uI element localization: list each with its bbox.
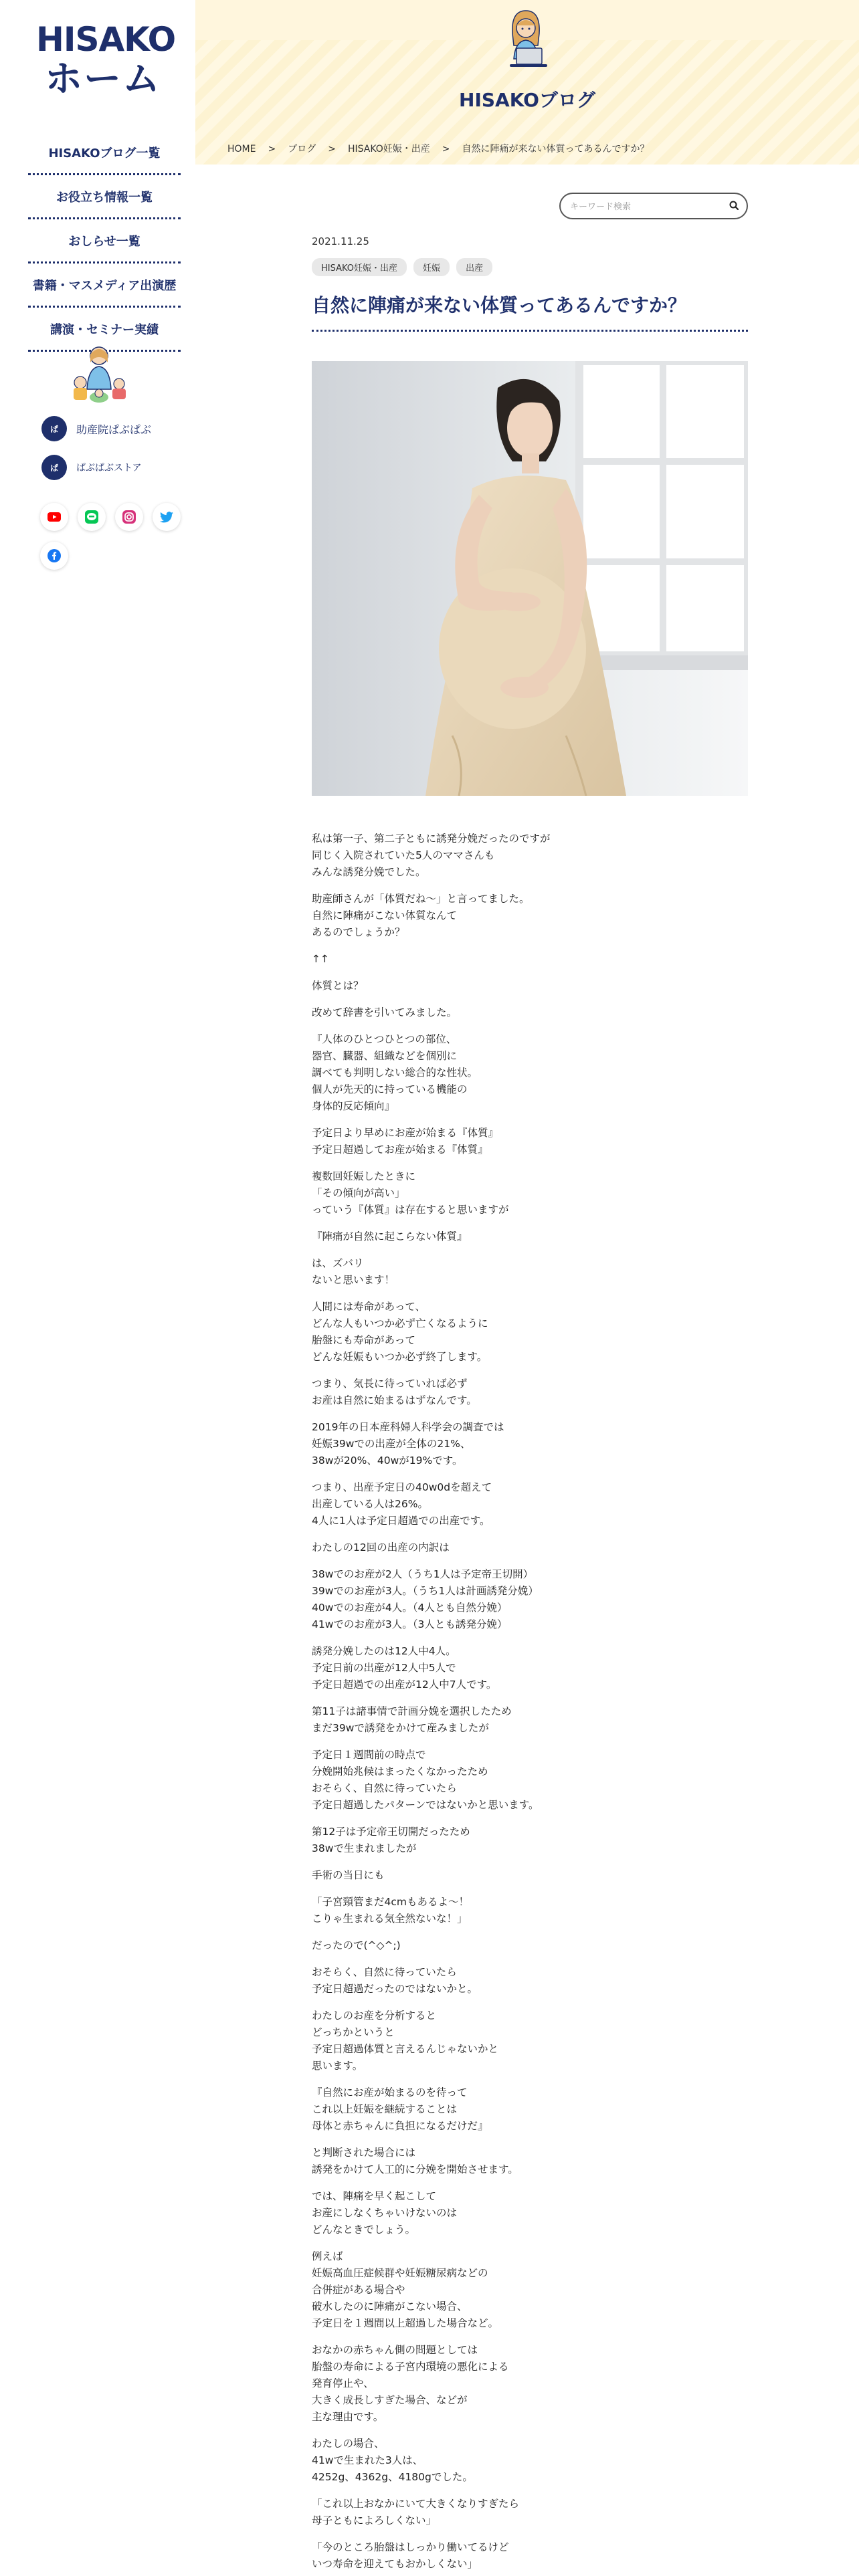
post-paragraph: 私は第一子、第二子ともに誘発分娩だったのですが 同じく入院されていた5人のママさんも みんな誘発分娩でした。 [312,833,551,878]
search-icon[interactable] [729,200,739,213]
josanin-link[interactable] [41,416,151,441]
post-paragraph: 『自然にお産が始まるのを待って これ以上妊娠を継続することは 母体と赤ちゃんに負担になるだけだ』 [312,2086,488,2132]
post-paragraph: 2019年の日本産科婦人科学会の調査では 妊娠39wでの出産が全体の21%、 38wが20%、40wが19%です。 [312,1421,504,1467]
post-paragraph: 予定日１週間前の時点で 分娩開始兆候はまったくなかったため おそらく、自然に待っていたら 予定日超過したパターンではないかと思います。 [312,1749,539,1811]
post-paragraph: 予定日より早めにお産が始まる『体質』 予定日超過してお産が始まる『体質』 [312,1127,499,1156]
sidebar-item-news[interactable]: おしらせ一覧 [28,219,181,263]
post-paragraph: つまり、気長に待っていれば必ず お産は自然に始まるはずなんです。 [312,1378,477,1406]
sidebar-item-blog-list[interactable]: HISAKOブログ一覧 [28,131,181,175]
post-paragraph: と判断された場合には 誘発をかけて人工的に分娩を開始させます。 [312,2147,518,2175]
josanin-link-label: 助産院ぱぶぱぶ [76,423,152,436]
post-paragraph: 『陣痛が自然に起こらない体質』 [312,1230,468,1243]
post-paragraph: 第12子は予定帝王切開だったため 38wで生まれましたが [312,1826,470,1854]
family-illustration-icon [66,342,132,407]
hero-image [312,361,748,796]
sidebar-item-useful-info[interactable]: お役立ち情報一覧 [28,175,181,219]
breadcrumb-separator: > [442,144,450,154]
sidebar-item-seminars[interactable]: 講演・セミナー実績 [28,308,181,352]
youtube-icon[interactable] [40,503,68,531]
post-date: 2021.11.25 [312,235,369,247]
post-paragraph: わたしの12回の出産の内訳は [312,1541,450,1553]
store-link[interactable] [41,455,142,480]
store-logo-icon: ぱ [41,455,67,480]
post-paragraph: 『人体のひとつひとつの部位、 器官、臓器、組織などを個別に 調べても判明しない総合的な性状。 個人が先天的に持っている機能の 身体的反応傾向』 [312,1033,478,1112]
author-illustration-icon [498,7,554,71]
post-paragraph: だったので(^◇^;) [312,1939,401,1951]
line-icon[interactable] [78,503,106,531]
post-title: 自然に陣痛が来ない体質ってあるんですか？ [312,294,748,332]
post-paragraph: 人間には寿命があって、 どんな人もいつか必ず亡くなるように 胎盤にも寿命があって どんな妊娠もいつか必ず終了します。 [312,1301,488,1363]
post-paragraph: 38wでのお産が2人（うち1人は予定帝王切開） 39wでのお産が3人。（うち1人は計画誘発分娩） 40wでのお産が4人。（4人とも自然分娩） 41wでのお産が3人。（3人とも誘発分娩） [312,1568,539,1630]
logo-line-1: HISAKO [36,20,176,59]
post-paragraph: おそらく、自然に待っていたら 予定日超過だったのではないかと。 [312,1966,478,1995]
breadcrumb-home[interactable]: HOME [227,144,256,154]
breadcrumb-separator: > [268,144,276,154]
post-paragraph: では、陣痛を早く起こして お産にしなくちゃいけないのは どんなときでしょう。 [312,2190,458,2236]
instagram-icon[interactable] [115,503,143,531]
post-paragraph: 誘発分娩したのは12人中4人。 予定日前の出産が12人中5人で 予定日超過での出産が12人中7人です。 [312,1645,497,1691]
post-paragraph: わたしの場合、 41wで生まれた3人は、 4252g、4362g、4180gでした。 [312,2438,473,2483]
page-title: HISAKOブログ [459,89,595,111]
twitter-icon[interactable] [153,503,181,531]
site-logo[interactable] [36,20,176,101]
post-paragraph: おなかの赤ちゃん側の問題としては 胎盤の寿命による子宮内環境の悪化による 発育停止や、 大きく成長しすぎた場合、などが 主な理由です。 [312,2344,509,2423]
post-paragraph: 「子宮頸管まだ4cmもあるよ〜！ こりゃ生まれる気全然ないな！」 [312,1896,469,1925]
post-paragraph: 「これ以上おなかにいて大きくなりすぎたら 母子ともによろしくない」 [312,2498,520,2527]
post-paragraph: 手術の当日にも [312,1869,385,1881]
logo-line-2: ホーム [45,58,161,101]
breadcrumb [227,142,650,155]
social-links [40,503,194,580]
breadcrumb-current: 自然に陣痛が来ない体質ってあるんですか？ [462,144,650,154]
article [312,234,748,2576]
post-paragraph: 改めて辞書を引いてみました。 [312,1006,458,1018]
store-link-label: ぱぶぱぶストア [76,463,142,473]
post-paragraph: 助産師さんが「体質だね〜」と言ってました。 自然に陣痛がこない体質なんて あるのでしょうか？ [312,893,530,938]
post-paragraph: 「今のところ胎盤はしっかり働いてるけど いつ寿命を迎えてもおかしくない」 [312,2541,509,2570]
post-paragraph: 例えば 妊娠高血圧症候群や妊娠糖尿病などの 合併症がある場合や 破水したのに陣痛がこない場合、 予定日を１週間以上超過した場合など。 [312,2250,499,2329]
post-paragraph: 第11子は諸事情で計画分娩を選択したため まだ39wで誘発をかけて産みましたが [312,1705,512,1734]
post-paragraph: は、ズバリ ないと思います！ [312,1257,395,1286]
josanin-logo-icon: ぱ [41,416,67,441]
post-tags [312,258,748,276]
search-input[interactable] [570,199,717,214]
sidebar [0,0,195,2576]
page-header [195,0,859,165]
post-body [312,831,748,2573]
tag-birth[interactable]: 出産 [456,258,492,276]
post-paragraph: 体質とは？ [312,980,364,992]
search-box [559,193,748,219]
breadcrumb-separator: > [328,144,336,154]
breadcrumb-category[interactable]: HISAKO妊娠・出産 [347,144,430,154]
post-paragraph: ↑↑ [312,953,329,965]
post-paragraph: 複数回妊娠したときに 「その傾向が高い」 っていう『体質』は存在すると思いますが [312,1170,509,1216]
sidebar-item-media[interactable]: 書籍・マスメディア出演歴 [28,263,181,308]
post-paragraph: わたしのお産を分析すると どっちかというと 予定日超過体質と言えるんじゃないかと 思います。 [312,2010,499,2072]
tag-category[interactable]: HISAKO妊娠・出産 [312,258,407,276]
post-paragraph: つまり、出産予定日の40w0dを超えて 出産している人は26%。 4人に1人は予定日超過での出産です。 [312,1481,492,1527]
sidebar-nav [28,131,181,352]
facebook-icon[interactable] [40,542,68,570]
tag-pregnancy[interactable]: 妊娠 [413,258,450,276]
breadcrumb-blog[interactable]: ブログ [288,144,316,154]
